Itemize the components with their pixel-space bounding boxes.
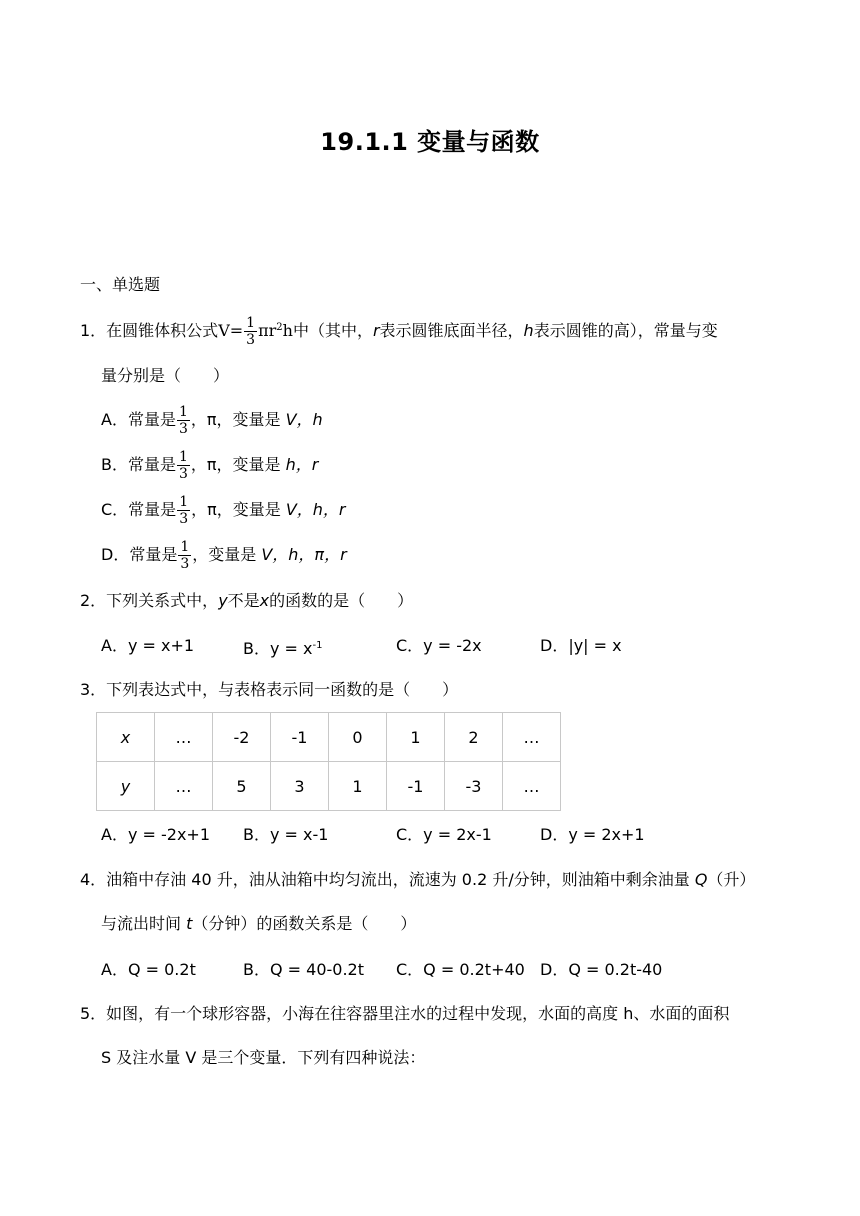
table-cell: … (155, 762, 213, 811)
table-row (97, 762, 561, 811)
table-cell: … (503, 762, 561, 811)
q1-formula-v: V= (218, 321, 244, 340)
q1-formula-exponent: 2 (276, 322, 283, 333)
q3-value-table (96, 712, 561, 811)
fraction-denominator: 3 (179, 511, 189, 527)
fraction-denominator: 3 (178, 466, 188, 482)
option-vars: V，h (285, 410, 323, 429)
option-middle: ，变量是 (192, 545, 262, 564)
q4-stem-line1 (80, 868, 755, 892)
option-middle: ，π，变量是 (190, 410, 286, 429)
q1-var-h: h (523, 321, 534, 340)
table-cell: 0 (329, 713, 387, 762)
option-fraction (178, 539, 191, 572)
q3-option-a: A．y = -2x+1 (101, 825, 211, 844)
option-fraction (177, 494, 190, 527)
fraction-denominator: 3 (178, 421, 188, 437)
q3-stem: 3．下列表达式中，与表格表示同一函数的是（ ） (80, 680, 459, 699)
q4-option-b: B．Q = 40-0.2t (243, 960, 365, 979)
q4-text-d: （分钟）的函数关系是（ ） (192, 914, 417, 933)
table-cell: 2 (445, 713, 503, 762)
q1-text-c: 表示圆锥的高），常量与变 (533, 321, 718, 340)
fraction-numerator: 1 (178, 404, 188, 420)
q3-option-c: C．y = 2x-1 (396, 825, 492, 844)
q1-var-r: r (372, 321, 380, 340)
option-middle: ，π，变量是 (191, 500, 286, 519)
q4-option-c: C．Q = 0.2t+40 (396, 960, 525, 979)
q1-formula (218, 315, 293, 348)
option-vars: V，h，r (285, 500, 346, 519)
q2-stem-c: 的函数的是（ ） (269, 591, 414, 610)
q1-formula-h: h (282, 321, 293, 340)
q1-text-a: 中（其中， (292, 321, 373, 340)
option-vars: V，h，π，r (261, 545, 347, 564)
q4-option-a: A．Q = 0.2t (101, 960, 196, 979)
q2-option-c: C．y = -2x (396, 636, 482, 655)
option-fraction (177, 404, 190, 437)
q1-formula-fraction (244, 315, 257, 348)
q4-stem-line2 (101, 912, 416, 936)
option-prefix: A．常量是 (101, 410, 176, 429)
q2-var-x: x (259, 591, 270, 610)
page-title: 19.1.1 变量与函数 (320, 128, 540, 156)
q1-stem-pre: 1．在圆锥体积公式 (80, 321, 219, 340)
q5-stem-line2: S 及注水量 V 是三个变量．下列有四种说法： (101, 1048, 426, 1067)
q1-formula-pi-r: πr (258, 321, 277, 340)
q2-option-b-text: B．y = x (243, 639, 313, 658)
q3-option-d: D．y = 2x+1 (540, 825, 645, 844)
q1-stem-line1 (80, 315, 718, 348)
q4-text-b: （升） (707, 870, 756, 889)
table-cell: 1 (387, 713, 445, 762)
q1-text-b: 表示圆锥底面半径， (379, 321, 524, 340)
q1-option-c (101, 494, 346, 527)
table-cell: -1 (387, 762, 445, 811)
option-prefix: D．常量是 (101, 545, 178, 564)
table-cell: x (97, 713, 155, 762)
q4-text-c: 与流出时间 (101, 914, 187, 933)
q1-option-d (101, 539, 347, 572)
fraction-numerator: 1 (179, 494, 189, 510)
fraction-denominator: 3 (180, 556, 190, 572)
fraction-numerator: 1 (246, 315, 256, 331)
fraction-numerator: 1 (178, 449, 188, 465)
q4-var-q: Q (694, 870, 708, 889)
q4-option-d: D．Q = 0.2t-40 (540, 960, 663, 979)
table-cell: y (97, 762, 155, 811)
table-cell: 1 (329, 762, 387, 811)
q1-option-a (101, 404, 323, 437)
option-vars: h，r (285, 455, 319, 474)
table-cell: … (503, 713, 561, 762)
fraction-numerator: 1 (180, 539, 190, 555)
table-cell: 5 (213, 762, 271, 811)
option-prefix: B．常量是 (101, 455, 176, 474)
q1-option-b (101, 449, 318, 482)
q3-option-b: B．y = x-1 (243, 825, 329, 844)
q2-option-b (243, 634, 322, 661)
q2-option-a: A．y = x+1 (101, 636, 195, 655)
option-fraction (177, 449, 190, 482)
table-row (97, 713, 561, 762)
fraction-denominator: 3 (246, 332, 256, 348)
q5-stem-line1: 5．如图，有一个球形容器，小海在往容器里注水的过程中发现，水面的高度 h、水面的面积 (80, 1004, 730, 1023)
table-cell: -1 (271, 713, 329, 762)
q4-var-t: t (186, 914, 193, 933)
q2-stem-b: 不是 (227, 591, 260, 610)
section-heading: 一、单选题 (80, 275, 161, 294)
table-cell: … (155, 713, 213, 762)
q2-option-b-exponent: -1 (312, 640, 323, 651)
q2-stem-a: 2．下列关系式中， (80, 591, 219, 610)
table-cell: 3 (271, 762, 329, 811)
q1-stem-line2: 量分别是（ ） (101, 366, 230, 385)
q4-text-a: 4．油箱中存油 40 升，油从油箱中均匀流出，流速为 0.2 升/分钟，则油箱中剩余油量 (80, 870, 695, 889)
table-cell: -3 (445, 762, 503, 811)
option-middle: ，π，变量是 (190, 455, 286, 474)
q2-option-d: D．|y| = x (540, 636, 622, 655)
option-prefix: C．常量是 (101, 500, 177, 519)
q2-var-y: y (218, 591, 228, 610)
table-cell: -2 (213, 713, 271, 762)
q2-stem (80, 589, 413, 613)
